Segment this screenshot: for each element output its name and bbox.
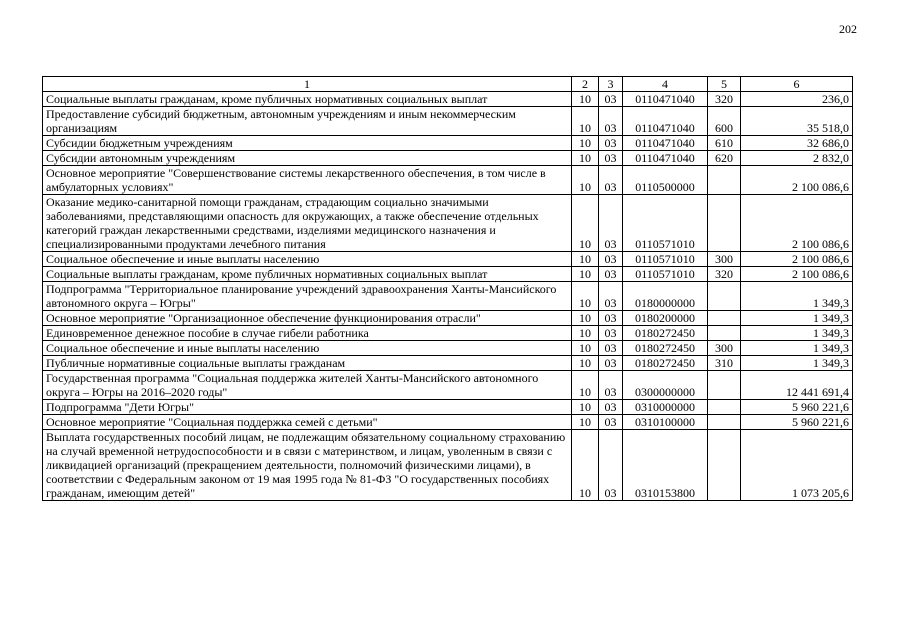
cell-target-code: 0110571010 xyxy=(623,252,708,267)
cell-amount: 2 100 086,6 xyxy=(741,166,853,195)
cell-expense-type: 320 xyxy=(708,267,741,282)
cell-subsection: 03 xyxy=(599,356,623,371)
table-row xyxy=(43,326,853,341)
cell-section: 10 xyxy=(572,282,599,311)
cell-target-code: 0180272450 xyxy=(623,356,708,371)
cell-expense-type xyxy=(708,430,741,501)
cell-name: Подпрограмма "Дети Югры" xyxy=(43,400,572,415)
column-header-target-code: 4 xyxy=(623,77,708,92)
cell-name: Субсидии бюджетным учреждениям xyxy=(43,136,572,151)
cell-name: Социальное обеспечение и иные выплаты населению xyxy=(43,252,572,267)
table-row xyxy=(43,311,853,326)
cell-section: 10 xyxy=(572,311,599,326)
cell-section: 10 xyxy=(572,252,599,267)
cell-name: Основное мероприятие "Совершенствование системы лекарственного обеспечения, в том числе в амбулаторных условиях" xyxy=(43,166,572,195)
table-row xyxy=(43,415,853,430)
cell-name: Публичные нормативные социальные выплаты гражданам xyxy=(43,356,572,371)
cell-target-code: 0180272450 xyxy=(623,341,708,356)
cell-subsection: 03 xyxy=(599,92,623,107)
cell-subsection: 03 xyxy=(599,136,623,151)
cell-amount: 12 441 691,4 xyxy=(741,371,853,400)
cell-target-code: 0300000000 xyxy=(623,371,708,400)
cell-target-code: 0110471040 xyxy=(623,151,708,166)
cell-amount: 1 073 205,6 xyxy=(741,430,853,501)
column-header-subsection: 3 xyxy=(599,77,623,92)
table-row xyxy=(43,282,853,311)
cell-target-code: 0310100000 xyxy=(623,415,708,430)
cell-subsection: 03 xyxy=(599,371,623,400)
column-header-expense-type: 5 xyxy=(708,77,741,92)
cell-name: Подпрограмма "Территориальное планирование учреждений здравоохранения Ханты-Мансийского автономного округа – Югры" xyxy=(43,282,572,311)
cell-target-code: 0110571010 xyxy=(623,195,708,252)
table-row xyxy=(43,166,853,195)
cell-amount: 32 686,0 xyxy=(741,136,853,151)
cell-target-code: 0110471040 xyxy=(623,136,708,151)
cell-expense-type: 310 xyxy=(708,356,741,371)
table-row xyxy=(43,356,853,371)
cell-target-code: 0110471040 xyxy=(623,92,708,107)
cell-amount: 2 100 086,6 xyxy=(741,195,853,252)
cell-section: 10 xyxy=(572,195,599,252)
table-row xyxy=(43,371,853,400)
cell-amount: 1 349,3 xyxy=(741,356,853,371)
table-row xyxy=(43,430,853,501)
table-header xyxy=(43,77,853,92)
cell-section: 10 xyxy=(572,400,599,415)
cell-subsection: 03 xyxy=(599,311,623,326)
cell-amount: 1 349,3 xyxy=(741,311,853,326)
cell-name: Социальные выплаты гражданам, кроме публичных нормативных социальных выплат xyxy=(43,267,572,282)
cell-name: Социальное обеспечение и иные выплаты населению xyxy=(43,341,572,356)
cell-amount: 5 960 221,6 xyxy=(741,400,853,415)
cell-subsection: 03 xyxy=(599,341,623,356)
cell-section: 10 xyxy=(572,267,599,282)
cell-expense-type xyxy=(708,415,741,430)
cell-expense-type: 610 xyxy=(708,136,741,151)
cell-expense-type xyxy=(708,195,741,252)
cell-amount: 1 349,3 xyxy=(741,282,853,311)
table-row xyxy=(43,267,853,282)
cell-section: 10 xyxy=(572,326,599,341)
cell-name: Единовременное денежное пособие в случае гибели работника xyxy=(43,326,572,341)
page-number: 202 xyxy=(839,22,857,36)
cell-subsection: 03 xyxy=(599,415,623,430)
cell-target-code: 0180000000 xyxy=(623,282,708,311)
cell-section: 10 xyxy=(572,151,599,166)
cell-name: Социальные выплаты гражданам, кроме публичных нормативных социальных выплат xyxy=(43,92,572,107)
cell-name: Основное мероприятие "Социальная поддержка семей с детьми" xyxy=(43,415,572,430)
table-body xyxy=(43,92,853,501)
cell-name: Оказание медико-санитарной помощи гражданам, страдающим социально значимыми заболеваниями, представляющими опасность для окружающих, а также обеспечение отдельных категорий граждан лекарственными средствами, изделиями медицинского назначения и специализированными продуктами лечебного питания xyxy=(43,195,572,252)
cell-section: 10 xyxy=(572,371,599,400)
cell-subsection: 03 xyxy=(599,267,623,282)
table-row xyxy=(43,107,853,136)
cell-amount: 1 349,3 xyxy=(741,341,853,356)
table-row xyxy=(43,400,853,415)
cell-expense-type xyxy=(708,326,741,341)
cell-expense-type: 300 xyxy=(708,252,741,267)
cell-amount: 5 960 221,6 xyxy=(741,415,853,430)
cell-target-code: 0180272450 xyxy=(623,326,708,341)
cell-amount: 236,0 xyxy=(741,92,853,107)
cell-name: Выплата государственных пособий лицам, не подлежащим обязательному социальному страхованию на случай временной нетрудоспособности и в связи с материнством, и лицам, уволенным в связи с ликвидацией организаций (прекращением деятельности, полномочий физическими лицами), в соответствии с Федеральным законом от 19 мая 1995 года № 81-ФЗ "О государственных пособиях гражданам, имеющим детей" xyxy=(43,430,572,501)
table-row xyxy=(43,151,853,166)
cell-section: 10 xyxy=(572,107,599,136)
cell-amount: 2 832,0 xyxy=(741,151,853,166)
header-row xyxy=(43,77,853,92)
cell-name: Предоставление субсидий бюджетным, автономным учреждениям и иным некоммерческим организациям xyxy=(43,107,572,136)
table-row xyxy=(43,252,853,267)
table-row xyxy=(43,136,853,151)
cell-expense-type: 300 xyxy=(708,341,741,356)
cell-subsection: 03 xyxy=(599,400,623,415)
cell-expense-type xyxy=(708,311,741,326)
cell-target-code: 0180200000 xyxy=(623,311,708,326)
cell-target-code: 0110500000 xyxy=(623,166,708,195)
table-row xyxy=(43,195,853,252)
cell-target-code: 0310153800 xyxy=(623,430,708,501)
cell-subsection: 03 xyxy=(599,166,623,195)
cell-section: 10 xyxy=(572,166,599,195)
budget-table xyxy=(42,76,853,501)
cell-subsection: 03 xyxy=(599,252,623,267)
cell-subsection: 03 xyxy=(599,326,623,341)
cell-target-code: 0110571010 xyxy=(623,267,708,282)
cell-section: 10 xyxy=(572,92,599,107)
cell-subsection: 03 xyxy=(599,430,623,501)
column-header-section: 2 xyxy=(572,77,599,92)
cell-target-code: 0310000000 xyxy=(623,400,708,415)
cell-expense-type xyxy=(708,400,741,415)
cell-name: Субсидии автономным учреждениям xyxy=(43,151,572,166)
table-row xyxy=(43,92,853,107)
column-header-amount: 6 xyxy=(741,77,853,92)
cell-amount: 1 349,3 xyxy=(741,326,853,341)
cell-amount: 35 518,0 xyxy=(741,107,853,136)
cell-subsection: 03 xyxy=(599,195,623,252)
table-row xyxy=(43,341,853,356)
cell-section: 10 xyxy=(572,356,599,371)
cell-expense-type xyxy=(708,282,741,311)
cell-expense-type: 320 xyxy=(708,92,741,107)
cell-amount: 2 100 086,6 xyxy=(741,267,853,282)
column-header-name: 1 xyxy=(43,77,572,92)
cell-subsection: 03 xyxy=(599,282,623,311)
cell-name: Основное мероприятие "Организационное обеспечение функционирования отрасли" xyxy=(43,311,572,326)
cell-expense-type xyxy=(708,166,741,195)
cell-section: 10 xyxy=(572,415,599,430)
cell-section: 10 xyxy=(572,430,599,501)
cell-expense-type: 600 xyxy=(708,107,741,136)
cell-subsection: 03 xyxy=(599,151,623,166)
cell-subsection: 03 xyxy=(599,107,623,136)
cell-name: Государственная программа "Социальная поддержка жителей Ханты-Мансийского автономного округа – Югры на 2016–2020 годы" xyxy=(43,371,572,400)
cell-section: 10 xyxy=(572,341,599,356)
cell-amount: 2 100 086,6 xyxy=(741,252,853,267)
cell-section: 10 xyxy=(572,136,599,151)
cell-expense-type: 620 xyxy=(708,151,741,166)
cell-expense-type xyxy=(708,371,741,400)
cell-target-code: 0110471040 xyxy=(623,107,708,136)
